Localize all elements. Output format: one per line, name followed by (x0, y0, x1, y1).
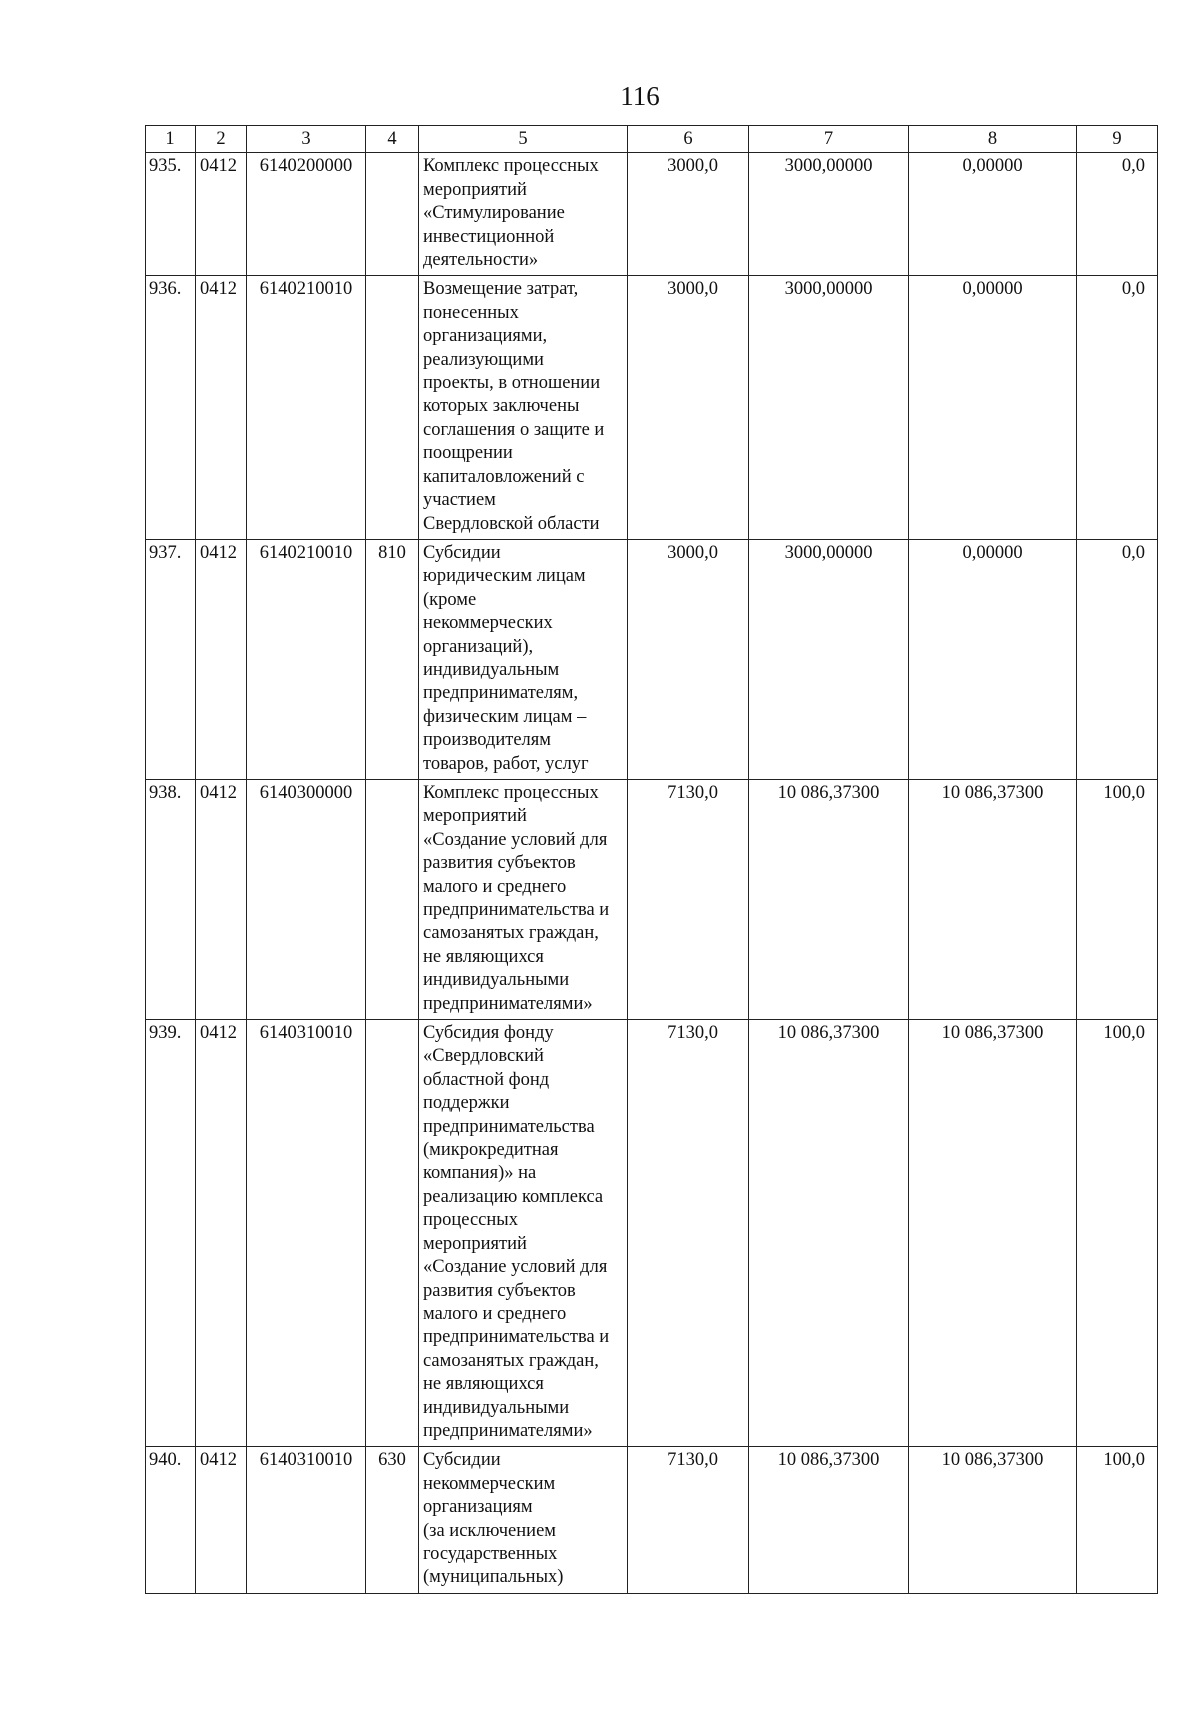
description-line: поддержки (423, 1093, 510, 1114)
description-line: мероприятий (423, 1233, 527, 1254)
description-cell (419, 1020, 628, 1447)
description-cell (419, 153, 628, 276)
description-cell (419, 539, 628, 779)
description-line: предпринимателям, (423, 683, 579, 704)
table-row (146, 153, 1158, 276)
description-line: производителям (423, 730, 551, 751)
description-line: физическим лицам – (423, 706, 587, 727)
execution-percent-cell: 100,0 (1077, 779, 1158, 1019)
table-row (146, 539, 1158, 779)
adjusted-amount-cell: 10 086,37300 (749, 779, 909, 1019)
description-line: деятельности» (423, 250, 539, 271)
adjusted-amount-cell: 3000,00000 (749, 153, 909, 276)
description-line: которых заключены (423, 396, 580, 417)
expense-type-cell (366, 276, 419, 539)
description-line: предпринимателями» (423, 1420, 593, 1441)
column-header: 4 (366, 126, 419, 153)
description-cell (419, 779, 628, 1019)
description-line: Субсидии (423, 542, 501, 563)
description-line: понесенных (423, 302, 519, 323)
execution-percent-cell: 100,0 (1077, 1020, 1158, 1447)
column-header: 7 (749, 126, 909, 153)
plan-amount-cell: 3000,0 (628, 153, 749, 276)
adjusted-amount-cell: 10 086,37300 (749, 1447, 909, 1593)
description-line: предпринимательства и (423, 900, 610, 920)
description-line: некоммерческим (423, 1473, 556, 1494)
plan-amount-cell: 7130,0 (628, 1447, 749, 1593)
description-line: проекты, в отношении (423, 373, 601, 394)
description-line: предпринимательства и (423, 1327, 610, 1348)
description-line: компания)» на (423, 1163, 537, 1184)
description-line: (за исключением (423, 1520, 556, 1541)
plan-amount-cell: 3000,0 (628, 276, 749, 539)
description-line: самозанятых граждан, (423, 923, 599, 944)
description-line: некоммерческих (423, 613, 553, 634)
description-line: организациями, (423, 326, 548, 347)
target-article-cell: 6140210010 (247, 276, 366, 539)
description-line: развития субъектов (423, 1280, 576, 1301)
row-number-cell: 935. (146, 153, 196, 276)
executed-amount-cell: 0,00000 (909, 539, 1077, 779)
description-line: «Свердловский (423, 1046, 544, 1067)
description-line: реализующими (423, 349, 544, 370)
execution-percent-cell: 0,0 (1077, 539, 1158, 779)
description-line: участием (423, 490, 496, 511)
description-line: капиталовложений с (423, 466, 585, 487)
description-line: (микрокредитная (423, 1140, 559, 1161)
page-number: 116 (620, 81, 660, 111)
description-line: «Создание условий для (423, 829, 608, 850)
description-line: малого и среднего (423, 876, 567, 897)
adjusted-amount-cell: 10 086,37300 (749, 1020, 909, 1447)
plan-amount-cell: 3000,0 (628, 539, 749, 779)
column-header: 6 (628, 126, 749, 153)
description-line: реализацию комплекса (423, 1186, 604, 1207)
description-line: Субсидии (423, 1450, 501, 1471)
target-article-cell: 6140300000 (247, 779, 366, 1019)
row-number-cell: 938. (146, 779, 196, 1019)
target-article-cell: 6140210010 (247, 539, 366, 779)
column-header: 3 (247, 126, 366, 153)
description-line: товаров, работ, услуг (423, 753, 589, 774)
target-article-cell: 6140200000 (247, 153, 366, 276)
expense-type-cell: 810 (366, 539, 419, 779)
plan-amount-cell: 7130,0 (628, 1020, 749, 1447)
description-line: предпринимательства (423, 1116, 595, 1137)
expense-type-cell (366, 153, 419, 276)
description-line: организациям (423, 1497, 533, 1518)
target-article-cell: 6140310010 (247, 1447, 366, 1593)
description-line: мероприятий (423, 806, 527, 827)
description-line: малого и среднего (423, 1303, 567, 1324)
expense-type-cell (366, 1020, 419, 1447)
column-header: 2 (196, 126, 247, 153)
adjusted-amount-cell: 3000,00000 (749, 276, 909, 539)
description-line: поощрении (423, 443, 513, 464)
description-line: (кроме (423, 589, 477, 610)
table-row (146, 1020, 1158, 1447)
executed-amount-cell: 10 086,37300 (909, 1447, 1077, 1593)
description-line: индивидуальными (423, 970, 570, 991)
executed-amount-cell: 10 086,37300 (909, 1020, 1077, 1447)
description-line: «Стимулирование (423, 203, 565, 224)
adjusted-amount-cell: 3000,00000 (749, 539, 909, 779)
description-line: Свердловской области (423, 513, 600, 534)
executed-amount-cell: 0,00000 (909, 276, 1077, 539)
description-line: самозанятых граждан, (423, 1350, 599, 1371)
description-line: не являющихся (423, 1374, 544, 1395)
description-cell (419, 1447, 628, 1593)
execution-percent-cell: 0,0 (1077, 153, 1158, 276)
executed-amount-cell: 0,00000 (909, 153, 1077, 276)
section-code-cell: 0412 (196, 779, 247, 1019)
description-line: индивидуальными (423, 1397, 570, 1418)
expense-type-cell: 630 (366, 1447, 419, 1593)
description-line: организаций), (423, 636, 534, 657)
description-line: развития субъектов (423, 853, 576, 874)
description-line: государственных (423, 1543, 558, 1564)
table-row (146, 276, 1158, 539)
row-number-cell: 939. (146, 1020, 196, 1447)
column-header: 9 (1077, 126, 1158, 153)
table-body (146, 153, 1158, 1593)
description-line: не являющихся (423, 946, 544, 967)
description-line: Комплекс процессных (423, 156, 599, 177)
execution-percent-cell: 0,0 (1077, 276, 1158, 539)
description-line: соглашения о защите и (423, 419, 605, 440)
description-line: юридическим лицам (423, 566, 586, 587)
description-line: Возмещение затрат, (423, 279, 579, 300)
column-header: 1 (146, 126, 196, 153)
section-code-cell: 0412 (196, 1020, 247, 1447)
expense-type-cell (366, 779, 419, 1019)
budget-table (145, 125, 1158, 1594)
table-row (146, 1447, 1158, 1593)
description-line: (муниципальных) (423, 1567, 564, 1588)
row-number-cell: 940. (146, 1447, 196, 1593)
table-row (146, 779, 1158, 1019)
table-header-row (146, 126, 1158, 153)
column-header: 8 (909, 126, 1077, 153)
plan-amount-cell: 7130,0 (628, 779, 749, 1019)
execution-percent-cell: 100,0 (1077, 1447, 1158, 1593)
section-code-cell: 0412 (196, 539, 247, 779)
section-code-cell: 0412 (196, 276, 247, 539)
description-line: инвестиционной (423, 226, 555, 247)
description-line: предпринимателями» (423, 993, 593, 1014)
description-line: процессных (423, 1210, 518, 1231)
description-line: Субсидия фонду (423, 1023, 554, 1044)
section-code-cell: 0412 (196, 153, 247, 276)
row-number-cell: 937. (146, 539, 196, 779)
column-header: 5 (419, 126, 628, 153)
description-cell (419, 276, 628, 539)
section-code-cell: 0412 (196, 1447, 247, 1593)
executed-amount-cell: 10 086,37300 (909, 779, 1077, 1019)
description-line: Комплекс процессных (423, 782, 599, 803)
row-number-cell: 936. (146, 276, 196, 539)
target-article-cell: 6140310010 (247, 1020, 366, 1447)
description-line: мероприятий (423, 179, 527, 200)
description-line: «Создание условий для (423, 1257, 608, 1278)
description-line: индивидуальным (423, 659, 560, 680)
description-line: областной фонд (423, 1069, 550, 1090)
